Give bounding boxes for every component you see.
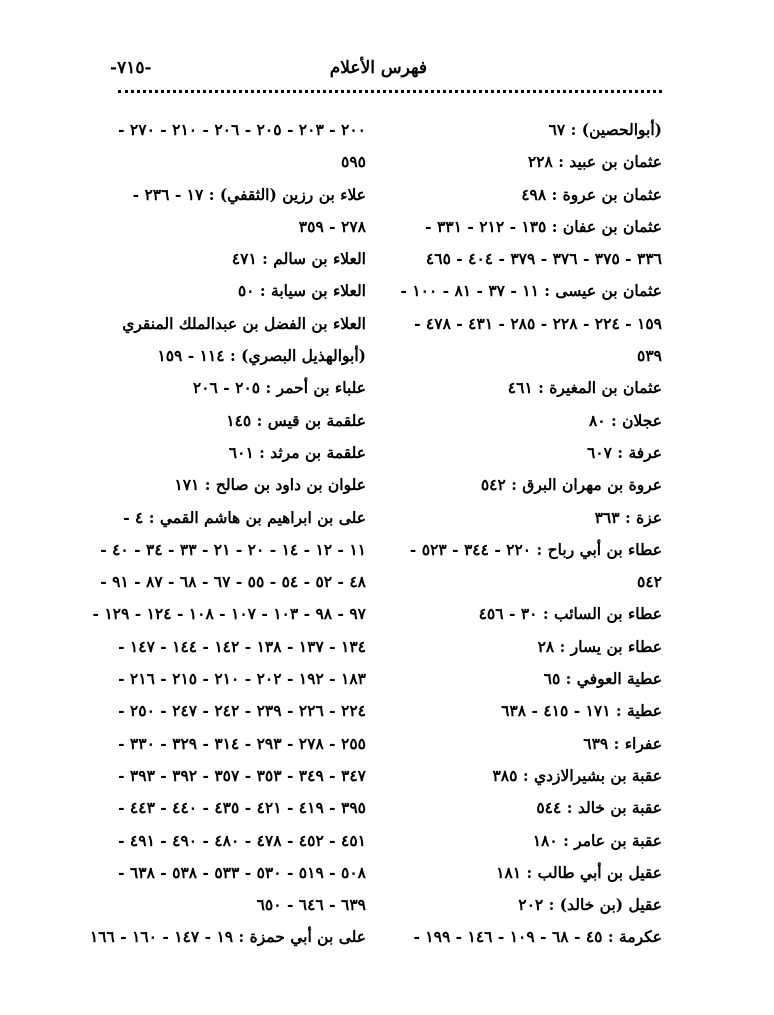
index-entry: ٩٧ - ٩٨ - ١٠٣ - ١٠٧ - ١٠٨ - ١٢٤ - ١٢٩ -: [92, 604, 366, 624]
index-entry: ٥٤٢: [637, 572, 662, 592]
index-entry: عرفة : ٦٠٧: [586, 442, 662, 462]
index-entry: عطاء بن السائب : ٣٠ - ٤٥٦: [478, 604, 662, 624]
index-entry: العلاء بن سالم : ٤٧١: [231, 249, 366, 269]
index-entry: عفراء : ٦٣٩: [583, 733, 662, 753]
index-entry: ٢٧٨ - ٣٥٩: [298, 216, 366, 236]
index-entry: عقبة بن عامر : ١٨٠: [532, 830, 662, 850]
index-entry: ٥٩٥: [341, 152, 366, 172]
index-entry: عقيل (بن خالد) : ٢٠٢: [518, 895, 662, 915]
index-entry: العلاء بن الفضل بن عبدالملك المنقري: [122, 313, 366, 333]
index-entry: عروة بن مهران البرق : ٥٤٢: [480, 475, 662, 495]
index-entry: عثمان بن المغيرة : ٤٦١: [507, 378, 662, 398]
index-entry: علاء بن رزين (الثقفي) : ١٧ - ٢٣٦ -: [132, 184, 366, 204]
index-entry: عزة : ٣٦٣: [594, 507, 662, 527]
index-entry: عقبة بن خالد : ٥٤٤: [536, 798, 662, 818]
index-entry: ٥٠٨ - ٥١٩ - ٥٣٠ - ٥٣٣ - ٥٣٨ - ٦٣٨ -: [118, 862, 366, 882]
index-entry: عطاء بن أبي رباح : ٢٢٠ - ٣٤٤ - ٥٢٣ -: [409, 539, 662, 559]
index-entry: ٣٣٦ - ٣٧٥ - ٣٧٦ - ٣٧٩ - ٤٠٤ - ٤٦٥: [425, 249, 662, 269]
header-title: فهرس الأعلام: [329, 58, 427, 78]
index-entry: عثمان بن عيسى : ١١ - ٣٧ - ٨١ - ١٠٠ -: [400, 281, 662, 301]
index-entry: علقمة بن قيس : ١٤٥: [226, 410, 366, 430]
index-entry: عقبة بن بشيرالازدي : ٣٨٥: [492, 765, 662, 785]
index-entry: العلاء بن سيابة : ٥٠: [237, 281, 366, 301]
index-entry: ٣٩٥ - ٤١٩ - ٤٢١ - ٤٣٥ - ٤٤٠ - ٤٤٣ -: [118, 798, 366, 818]
page-number: -٧١٥-: [110, 58, 152, 78]
index-entry: عطية : ١٧١ - ٤١٥ - ٦٣٨: [501, 701, 662, 721]
index-entry: عجلان : ٨٠: [588, 410, 662, 430]
page-header: [110, 58, 662, 88]
index-entry: ١٣٤ - ١٣٧ - ١٣٨ - ١٤٢ - ١٤٤ - ١٤٧ -: [118, 636, 366, 656]
index-entry: ٢٥٥ - ٢٧٨ - ٢٩٣ - ٣١٤ - ٣٢٩ - ٣٣٠ -: [118, 733, 366, 753]
index-entry: عثمان بن عفان : ١٣٥ - ٢١٢ - ٣٣١ -: [425, 216, 662, 236]
index-entry: ٤٥١ - ٤٥٢ - ٤٧٨ - ٤٨٠ - ٤٩٠ - ٤٩١ -: [118, 830, 366, 850]
index-entry: ١٨٣ - ١٩٢ - ٢٠٢ - ٢١٠ - ٢١٥ - ٢١٦ -: [118, 669, 366, 689]
left-column: [89, 114, 366, 954]
index-entry: ٥٣٩: [637, 346, 662, 366]
index-entry: علقمة بن مرثد : ٦٠١: [228, 442, 366, 462]
index-entry: ٤٨ - ٥٢ - ٥٤ - ٥٥ - ٦٧ - ٦٨ - ٨٧ - ٩١ -: [100, 572, 366, 592]
right-column: [392, 114, 662, 954]
index-entry: عطية العوفي : ٦٥: [543, 669, 662, 689]
index-entry: ٣٤٧ - ٣٤٩ - ٣٥٣ - ٣٥٧ - ٣٩٢ - ٣٩٣ -: [118, 765, 366, 785]
index-entry: ١٥٩ - ٢٢٤ - ٢٢٨ - ٢٨٥ - ٤٣١ - ٤٧٨ -: [414, 313, 662, 333]
index-entry: ١١ - ١٢ - ١٤ - ٢٠ - ٢١ - ٣٣ - ٣٤ - ٤٠ -: [100, 539, 366, 559]
index-entry: عثمان بن عروة : ٤٩٨: [521, 184, 662, 204]
index-entry: عثمان بن عبيد : ٢٢٨: [527, 152, 662, 172]
index-entry: على بن أبي حمزة : ١٩ - ١٤٧ - ١٦٠ - ١٦٦: [89, 927, 366, 947]
index-entry: علوان بن داود بن صالح : ١٧١: [174, 475, 366, 495]
index-entry: (أبوالهذيل البصري) : ١١٤ - ١٥٩: [157, 346, 366, 366]
index-entry: على بن ابراهيم بن هاشم القمي : ٤ -: [123, 507, 366, 527]
index-entry: علباء بن أحمر : ٢٠٥ - ٢٠٦: [192, 378, 366, 398]
header-divider: [118, 90, 662, 93]
index-entry: ٦٣٩ - ٦٤٦ - ٦٥٠: [256, 895, 366, 915]
index-entry: عكرمة : ٤٥ - ٦٨ - ١٠٩ - ١٤٦ - ١٩٩ -: [413, 927, 662, 947]
index-entry: ٢٠٠ - ٢٠٣ - ٢٠٥ - ٢٠٦ - ٢١٠ - ٢٧٠ -: [118, 120, 366, 139]
index-entry: عطاء بن يسار : ٢٨: [537, 636, 662, 656]
index-entry: عقيل بن أبي طالب : ١٨١: [496, 862, 662, 882]
index-entry: (أبوالحصين) : ٦٧: [548, 120, 662, 139]
index-entry: ٢٢٤ - ٢٢٦ - ٢٣٩ - ٢٤٢ - ٢٤٧ - ٢٥٠ -: [118, 701, 366, 721]
